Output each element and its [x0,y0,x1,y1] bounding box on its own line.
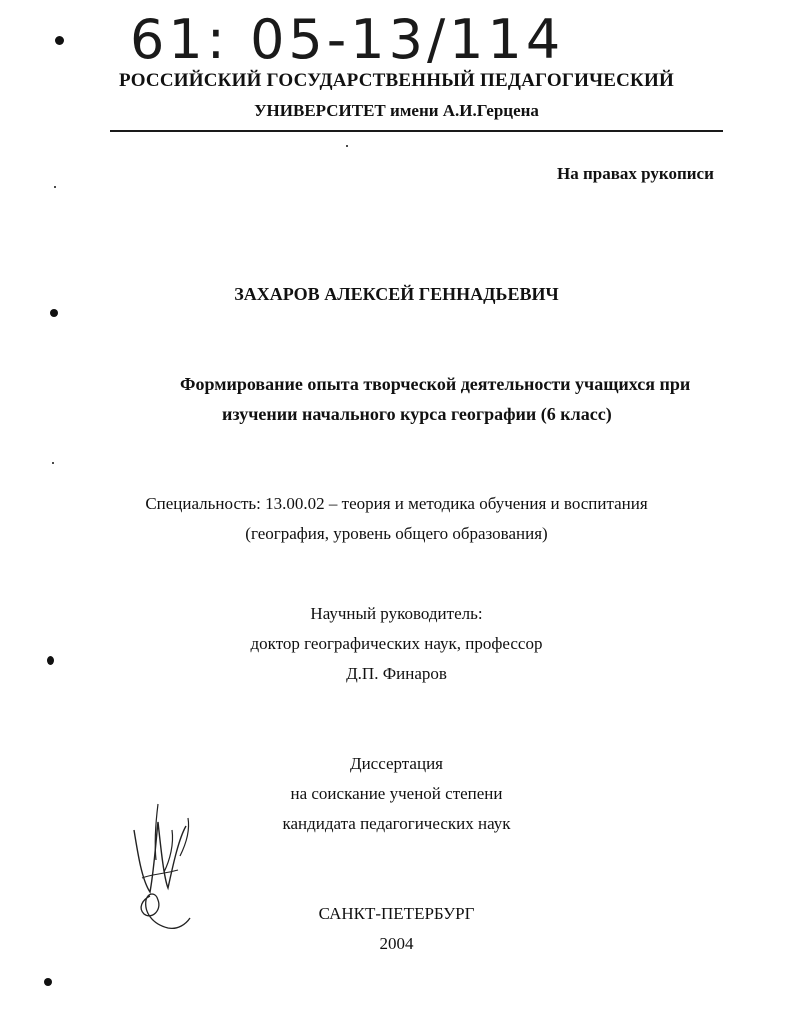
city: САНКТ-ПЕТЕРБУРГ [318,904,475,923]
dissertation-type-line-1: Диссертация [349,754,443,773]
dissertation-title-line-1: Формирование опыта творческой деятельности учащихся при [180,374,691,394]
archive-number-text: 61: 05-13/114 [130,8,565,71]
university-name-line-2: УНИВЕРСИТЕТ имени А.И.Герцена [254,101,539,120]
dissertation-type-line-3: кандидата педагогических наук [282,814,511,833]
scan-speck [346,145,348,147]
margin-dot [44,978,52,986]
university-name-line-1: РОССИЙСКИЙ ГОСУДАРСТВЕННЫЙ ПЕДАГОГИЧЕСКИЙ [119,70,674,91]
author-name: ЗАХАРОВ АЛЕКСЕЙ ГЕННАДЬЕВИЧ [234,284,559,304]
scan-speck [52,462,54,464]
signature-icon [128,800,200,932]
handwritten-archive-number [128,2,565,71]
specialty-line-1: Специальность: 13.00.02 – теория и методика обучения и воспитания [145,494,648,513]
dissertation-type-line-2: на соискание ученой степени [290,784,503,803]
specialty-line-2: (география, уровень общего образования) [245,524,548,543]
margin-dot [55,36,64,45]
margin-dot [50,309,58,317]
manuscript-note: На правах рукописи [557,164,714,183]
year: 2004 [379,934,414,953]
advisor-degree: доктор географических наук, профессор [250,634,543,653]
dissertation-title-line-2: изучении начального курса географии (6 класс) [222,404,612,424]
scan-speck [54,186,56,188]
header-divider [110,130,723,132]
advisor-label: Научный руководитель: [310,604,483,623]
advisor-name: Д.П. Финаров [346,664,447,683]
margin-dot [47,656,54,665]
